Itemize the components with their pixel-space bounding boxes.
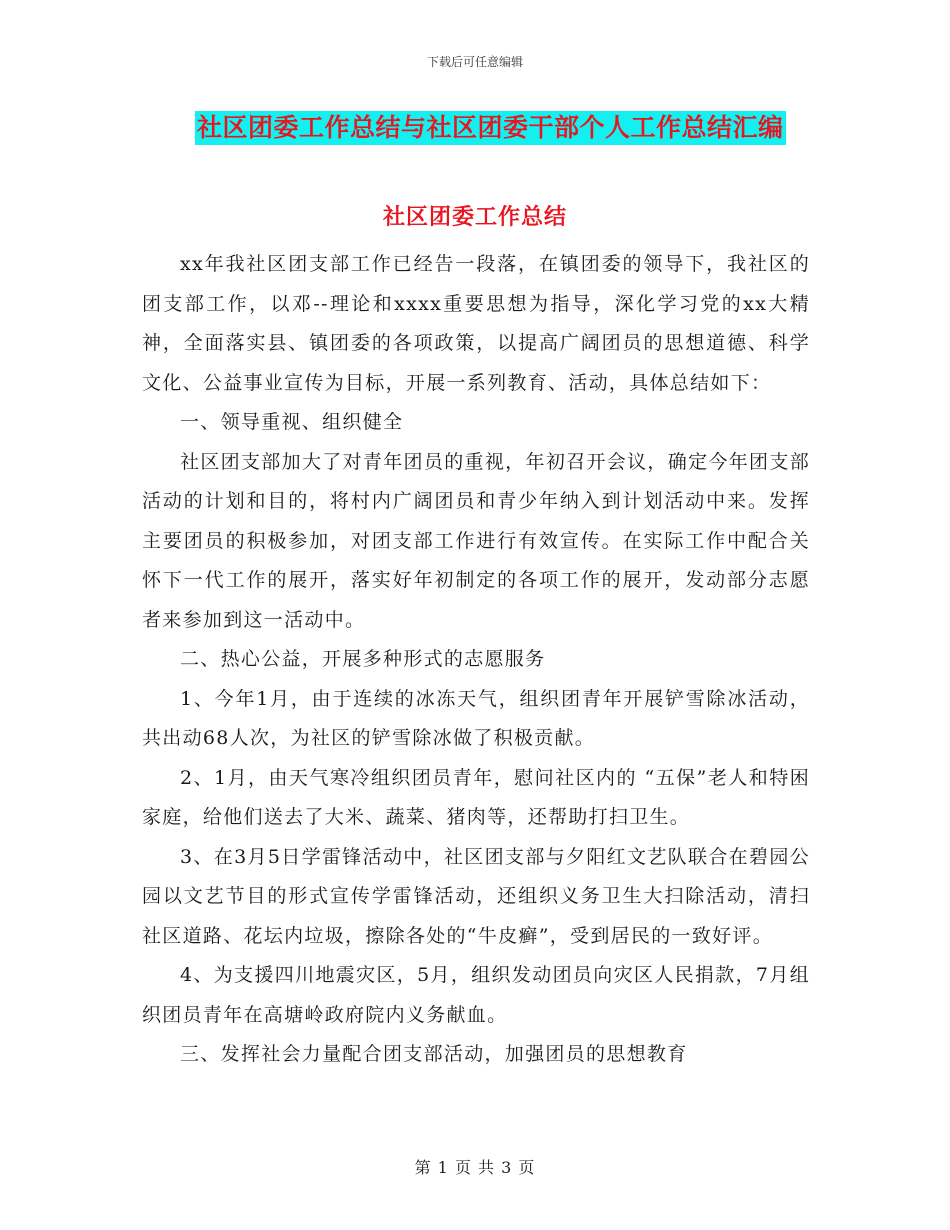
paragraph-intro: xx年我社区团支部工作已经告一段落，在镇团委的领导下，我社区的团支部工作，以邓--理论和xxxx重要思想为指导，深化学习党的xx大精神，全面落实县、镇团委的各项政策，以提高广阔团员的思想道德、科学文化、公益事业宣传为目标，开展一系列教育、活动，具体总结如下： xyxy=(142,253,810,394)
body-text xyxy=(142,245,810,1075)
list-item-earthquake-relief: 4、为支援四川地震灾区，5月，组织发动团员向灾区人民捐款，7月组织团员青年在高塘岭政府院内义务献血。 xyxy=(142,964,810,1026)
list-item-snow-clearing: 1、今年1月，由于连续的冰冻天气，组织团青年开展铲雪除冰活动，共出动68人次，为社区的铲雪除冰做了积极贡献。 xyxy=(142,687,810,749)
list-item-elderly-visit: 2、1月，由天气寒冷组织团员青年，慰问社区内的 “五保”老人和特困家庭，给他们送去了大米、蔬菜、猪肉等，还帮助打扫卫生。 xyxy=(142,766,810,828)
list-item-lei-feng-activity: 3、在3月5日学雷锋活动中，社区团支部与夕阳红文艺队联合在碧园公园以文艺节目的形式宣传学雷锋活动，还组织义务卫生大扫除活动，清扫社区道路、花坛内垃圾，擦除各处的“牛皮癣”，受到居民的一致好评。 xyxy=(142,845,810,947)
heading-volunteer-service: 二、热心公益，开展多种形式的志愿服务 xyxy=(180,648,546,670)
heading-leadership: 一、领导重视、组织健全 xyxy=(180,411,404,433)
heading-social-forces: 三、发挥社会力量配合团支部活动，加强团员的思想教育 xyxy=(180,1043,688,1065)
paragraph-leadership: 社区团支部加大了对青年团员的重视，年初召开会议，确定今年团支部活动的计划和目的，将村内广阔团员和青少年纳入到计划活动中来。发挥主要团员的积极参加，对团支部工作进行有效宣传。在实际工作中配合关怀下一代工作的展开，落实好年初制定的各项工作的展开，发动部分志愿者来参加到这一活动中。 xyxy=(142,450,810,631)
page-number-footer: 第 1 页 共 3 页 xyxy=(414,1158,536,1177)
document-title: 社区团委工作总结与社区团委干部个人工作总结汇编 xyxy=(195,111,786,145)
header-note: 下载后可任意编辑 xyxy=(426,55,523,69)
section-title: 社区团委工作总结 xyxy=(382,204,567,230)
